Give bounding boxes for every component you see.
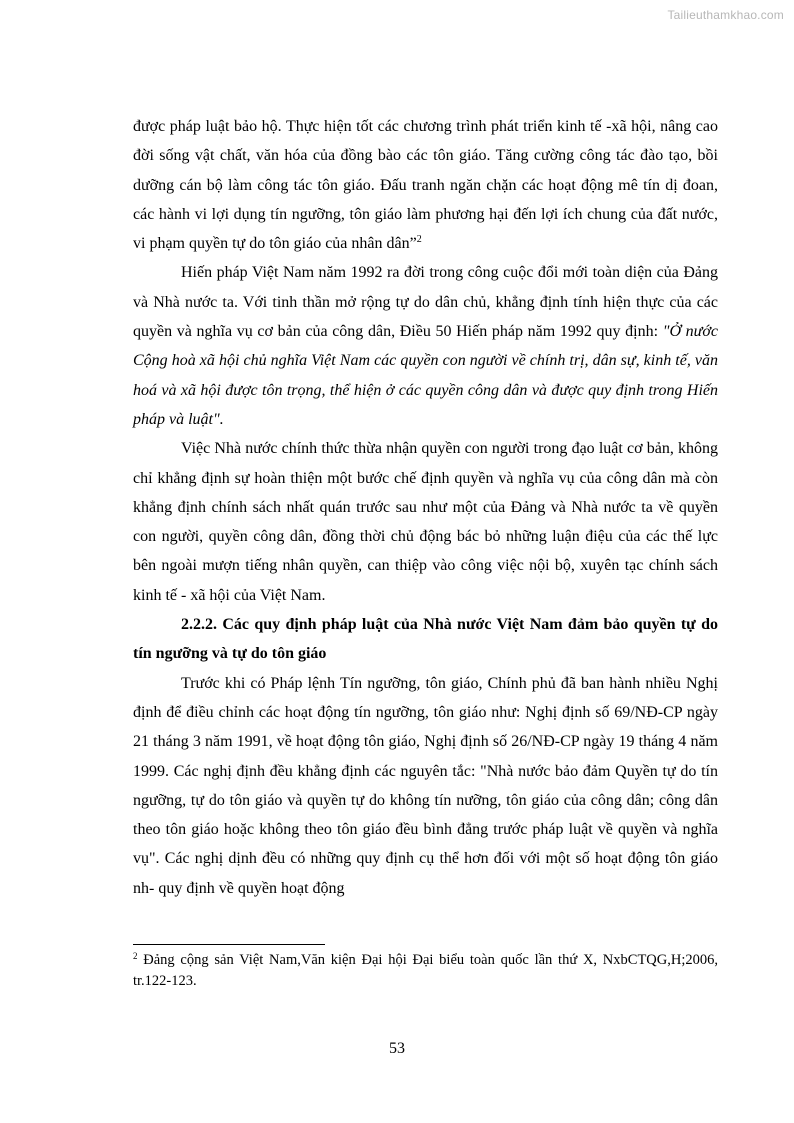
footnote-reference[interactable]: 2 [416,234,422,246]
page-number: 53 [389,1040,405,1057]
paragraph-continuation [133,112,718,258]
paragraph-text: Hiến pháp Việt Nam năm 1992 ra đời trong công cuộc đổi mới toàn diện của Đảng và Nhà nước ta. Với tinh thần mở rộng tự do dân chủ, khẳng định tính hiện thực của các quyền và nghĩa vụ cơ bản của công dân, Điều 50 Hiến pháp năm 1992 quy định: [133,264,718,341]
paragraph-constitution [133,258,718,434]
constitution-quote: "Ở nước Cộng hoà xã hội chủ nghĩa Việt Nam các quyền con người về chính trị, dân sự, kinh tế, văn hoá và xã hội được tôn trọng, thể hiện ở các quyền công dân và được quy định trong Hiến pháp và luật". [133,323,719,428]
paragraph-text: được pháp luật bảo hộ. Thực hiện tốt các chương trình phát triển kinh tế -xã hội, nâng cao đời sống vật chất, văn hóa của đồng bào các tôn giáo. Tăng cường công tác đào tạo, bồi dưỡng cán bộ làm công tác tôn giáo. Đấu tranh ngăn chặn các hoạt động mê tín dị đoan, các hành vi lợi dụng tín ngưỡng, tôn giáo làm phương hại đến lợi ích chung của đất nước, vi phạm quyền tự do tôn giáo của nhân dân” [133,118,718,253]
section-heading: 2.2.2. Các quy định pháp luật của Nhà nước Việt Nam đảm bảo quyền tự do tín ngưỡng và tự do tôn giáo [133,616,718,663]
watermark-text: Tailieuthamkhao.com [667,8,784,22]
footnote-number: 2 [133,951,138,961]
footnote [133,950,718,992]
footnote-text: Đảng cộng sản Việt Nam,Văn kiện Đại hội Đại biểu toàn quốc lần thứ X, NxbCTQG,H;2006, tr.122-123. [133,952,718,989]
paragraph-recognition: Việc Nhà nước chính thức thừa nhận quyền con người trong đạo luật cơ bản, không chỉ khẳng định sự hoàn thiện một bước chế định quyền và nghĩa vụ của công dân mà còn khẳng định chính sách nhất quán trước sau như một của Đảng và Nhà nước ta về quyền con người, quyền công dân, đồng thời chủ động bác bỏ những luận điệu của các thế lực bên ngoài mượn tiếng nhân quyền, can thiệp vào công việc nội bộ, xuyên tạc chính sách kinh tế - xã hội của Việt Nam. [133,440,718,604]
page-body [133,112,718,903]
footnote-divider [133,944,325,945]
paragraph-decrees: Trước khi có Pháp lệnh Tín ngưỡng, tôn giáo, Chính phủ đã ban hành nhiều Nghị định để điều chỉnh các hoạt động tín ngưỡng, tôn giáo như: Nghị định số 69/NĐ-CP ngày 21 tháng 3 năm 1991, về hoạt động tôn giáo, Nghị định số 26/NĐ-CP ngày 19 tháng 4 năm 1999. Các nghị định đều khẳng định các nguyên tắc: "Nhà nước bảo đảm Quyền tự do tín ngưỡng, tự do tôn giáo và quyền tự do không tín nưỡng, tôn giáo của công dân; công dân theo tôn giáo hoặc không theo tôn giáo đều bình đẳng trước pháp luật về quyền và nghĩa vụ". Các nghị dịnh đều có những quy định cụ thể hơn đối với một số hoạt động tôn giáo nh- quy định về quyền hoạt động [133,674,718,897]
